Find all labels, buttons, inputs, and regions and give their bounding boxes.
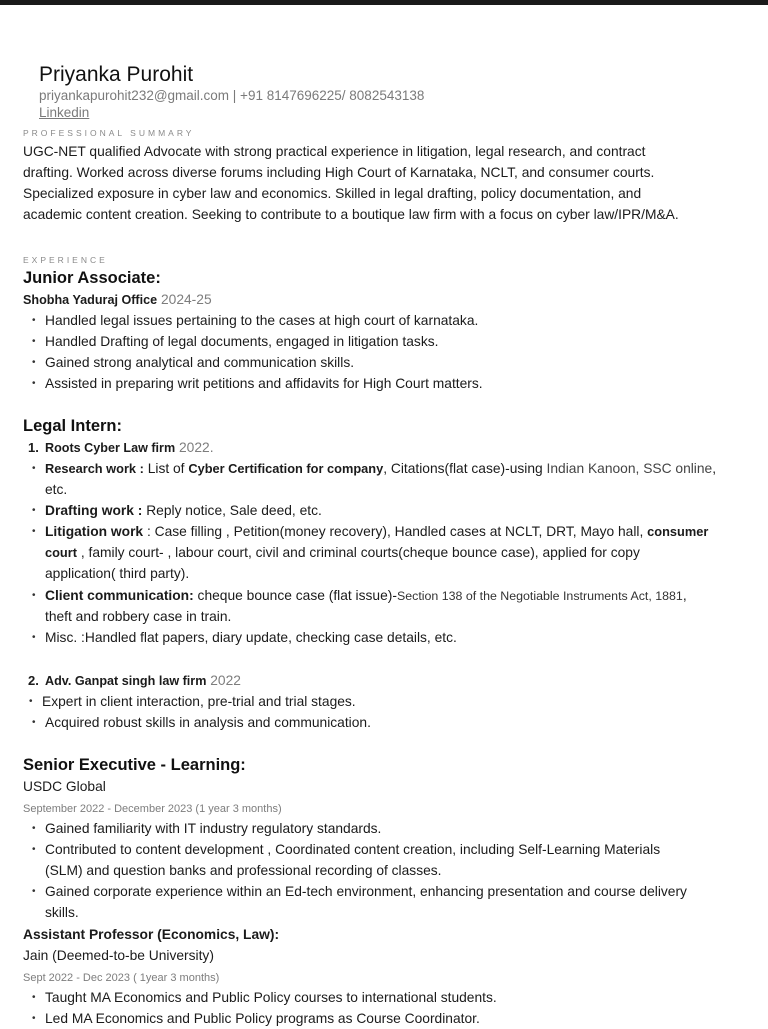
senior-bullet-2: Contributed to content development , Coordinated content creation, including Self-Learning Materials xyxy=(45,842,661,857)
bullet-icon: • xyxy=(32,378,36,389)
drafting-label: Drafting work : xyxy=(45,503,143,518)
summary-line-2: drafting. Worked across diverse forums including High Court of Karnataka, NCLT, and consumer courts. xyxy=(23,165,655,180)
litigation-text: : Case filling , Petition(money recovery), Handled cases at NCLT, DRT, Mayo hall, xyxy=(143,524,648,539)
bullet-icon: • xyxy=(32,632,36,643)
junior-associate-org: Shobha Yaduraj Office xyxy=(23,293,158,307)
litigation-court: court xyxy=(45,545,77,560)
junior-associate-title: Junior Associate: xyxy=(23,269,161,287)
junior-bullet-1: Handled legal issues pertaining to the cases at high court of karnataka. xyxy=(45,313,479,328)
bullet-icon: • xyxy=(32,526,36,537)
bullet-icon: • xyxy=(32,336,36,347)
bullet-icon: • xyxy=(32,505,36,516)
professor-bullet-1: Taught MA Economics and Public Policy courses to international students. xyxy=(45,990,497,1005)
firm2-number: 2. xyxy=(28,673,39,688)
research-bold: Cyber Certification for company xyxy=(188,461,384,476)
firm2-name: Adv. Ganpat singh law firm xyxy=(45,674,207,688)
research-text-a: List of xyxy=(143,461,189,476)
bullet-icon: • xyxy=(32,315,36,326)
junior-bullet-4: Assisted in preparing writ petitions and affidavits for High Court matters. xyxy=(45,376,483,391)
bullet-icon: • xyxy=(32,717,36,728)
linkedin-link[interactable]: Linkedin xyxy=(39,105,90,120)
experience-heading: EXPERIENCE xyxy=(23,255,108,265)
senior-bullet-3-cont: skills. xyxy=(45,905,79,920)
firm1-header xyxy=(45,437,214,459)
client-communication-line-2: theft and robbery case in train. xyxy=(45,609,232,624)
assistant-professor-org: Jain (Deemed-to-be University) xyxy=(23,948,214,963)
firm2-bullet-2: Acquired robust skills in analysis and communication. xyxy=(45,715,371,730)
misc-line: Misc. :Handled flat papers, diary update, checking case details, etc. xyxy=(45,630,457,645)
bullet-icon: • xyxy=(32,844,36,855)
senior-bullet-2-cont: (SLM) and question banks and professional recording of classes. xyxy=(45,863,442,878)
litigation-bold: consumer xyxy=(647,524,709,539)
litigation-work-line xyxy=(45,521,708,542)
client-act: Section 138 of the Negotiable Instruments Act, 1881 xyxy=(396,589,683,603)
assistant-professor-title: Assistant Professor (Economics, Law): xyxy=(23,927,280,942)
senior-executive-period: September 2022 - December 2023 (1 year 3 months) xyxy=(23,803,282,815)
candidate-name: Priyanka Purohit xyxy=(39,63,194,86)
firm2-header xyxy=(45,670,241,692)
bullet-icon: • xyxy=(32,1013,36,1024)
junior-bullet-3: Gained strong analytical and communication skills. xyxy=(45,355,355,370)
bullet-icon: • xyxy=(32,357,36,368)
firm1-name: Roots Cyber Law firm xyxy=(45,441,176,455)
research-text-b: , Citations(flat case)-using xyxy=(383,461,547,476)
bullet-icon: • xyxy=(29,696,33,707)
research-tools: Indian Kanoon, SSC online xyxy=(546,461,713,476)
litigation-line-2-text: , family court- , labour court, civil and criminal courts(cheque bounce case), applied for copy xyxy=(77,545,640,560)
junior-associate-employer xyxy=(23,289,212,311)
firm1-number: 1. xyxy=(28,440,39,455)
research-label: Research work : xyxy=(45,461,144,476)
drafting-text: Reply notice, Sale deed, etc. xyxy=(142,503,322,518)
contact-line: priyankapurohit232@gmail.com | +91 8147696225/ 8082543138 xyxy=(39,88,425,103)
client-label: Client communication: xyxy=(45,588,194,603)
junior-associate-period: 2024-25 xyxy=(160,292,212,307)
professor-bullet-2: Led MA Economics and Public Policy programs as Course Coordinator. xyxy=(45,1011,480,1026)
senior-executive-org: USDC Global xyxy=(23,779,106,794)
summary-line-1: UGC-NET qualified Advocate with strong practical experience in litigation, legal research, and contract xyxy=(23,144,646,159)
senior-bullet-1: Gained familiarity with IT industry regulatory standards. xyxy=(45,821,382,836)
research-work-line xyxy=(45,458,716,479)
summary-line-4: academic content creation. Seeking to contribute to a boutique law firm with a focus on cyber law/IPR/M&A. xyxy=(23,207,679,222)
client-communication-line xyxy=(45,585,687,607)
firm2-bullet-1: Expert in client interaction, pre-trial and trial stages. xyxy=(42,694,356,709)
summary-line-3: Specialized exposure in cyber law and economics. Skilled in legal drafting, policy documentation, and xyxy=(23,186,642,201)
research-text-c: , xyxy=(712,461,717,476)
assistant-professor-period: Sept 2022 - Dec 2023 ( 1year 3 months) xyxy=(23,972,220,984)
bullet-icon: • xyxy=(32,823,36,834)
junior-bullet-2: Handled Drafting of legal documents, engaged in litigation tasks. xyxy=(45,334,439,349)
bullet-icon: • xyxy=(32,886,36,897)
litigation-work-line-2 xyxy=(45,542,640,563)
firm2-year: 2022 xyxy=(210,673,241,688)
bullet-icon: • xyxy=(32,590,36,601)
firm1-year: 2022. xyxy=(179,440,214,455)
client-text: cheque bounce case (flat issue)- xyxy=(193,588,397,603)
senior-executive-title: Senior Executive - Learning: xyxy=(23,756,246,774)
bullet-icon: • xyxy=(32,463,36,474)
bullet-icon: • xyxy=(32,992,36,1003)
research-work-line-2: etc. xyxy=(45,482,68,497)
legal-intern-title: Legal Intern: xyxy=(23,417,123,435)
client-text-b: , xyxy=(682,588,687,603)
litigation-label: Litigation work xyxy=(45,524,144,539)
litigation-work-line-3: application( third party). xyxy=(45,566,190,581)
drafting-work-line xyxy=(45,500,322,521)
senior-bullet-3: Gained corporate experience within an Ed-tech environment, enhancing presentation and course delivery xyxy=(45,884,687,899)
summary-heading: PROFESSIONAL SUMMARY xyxy=(23,128,195,138)
